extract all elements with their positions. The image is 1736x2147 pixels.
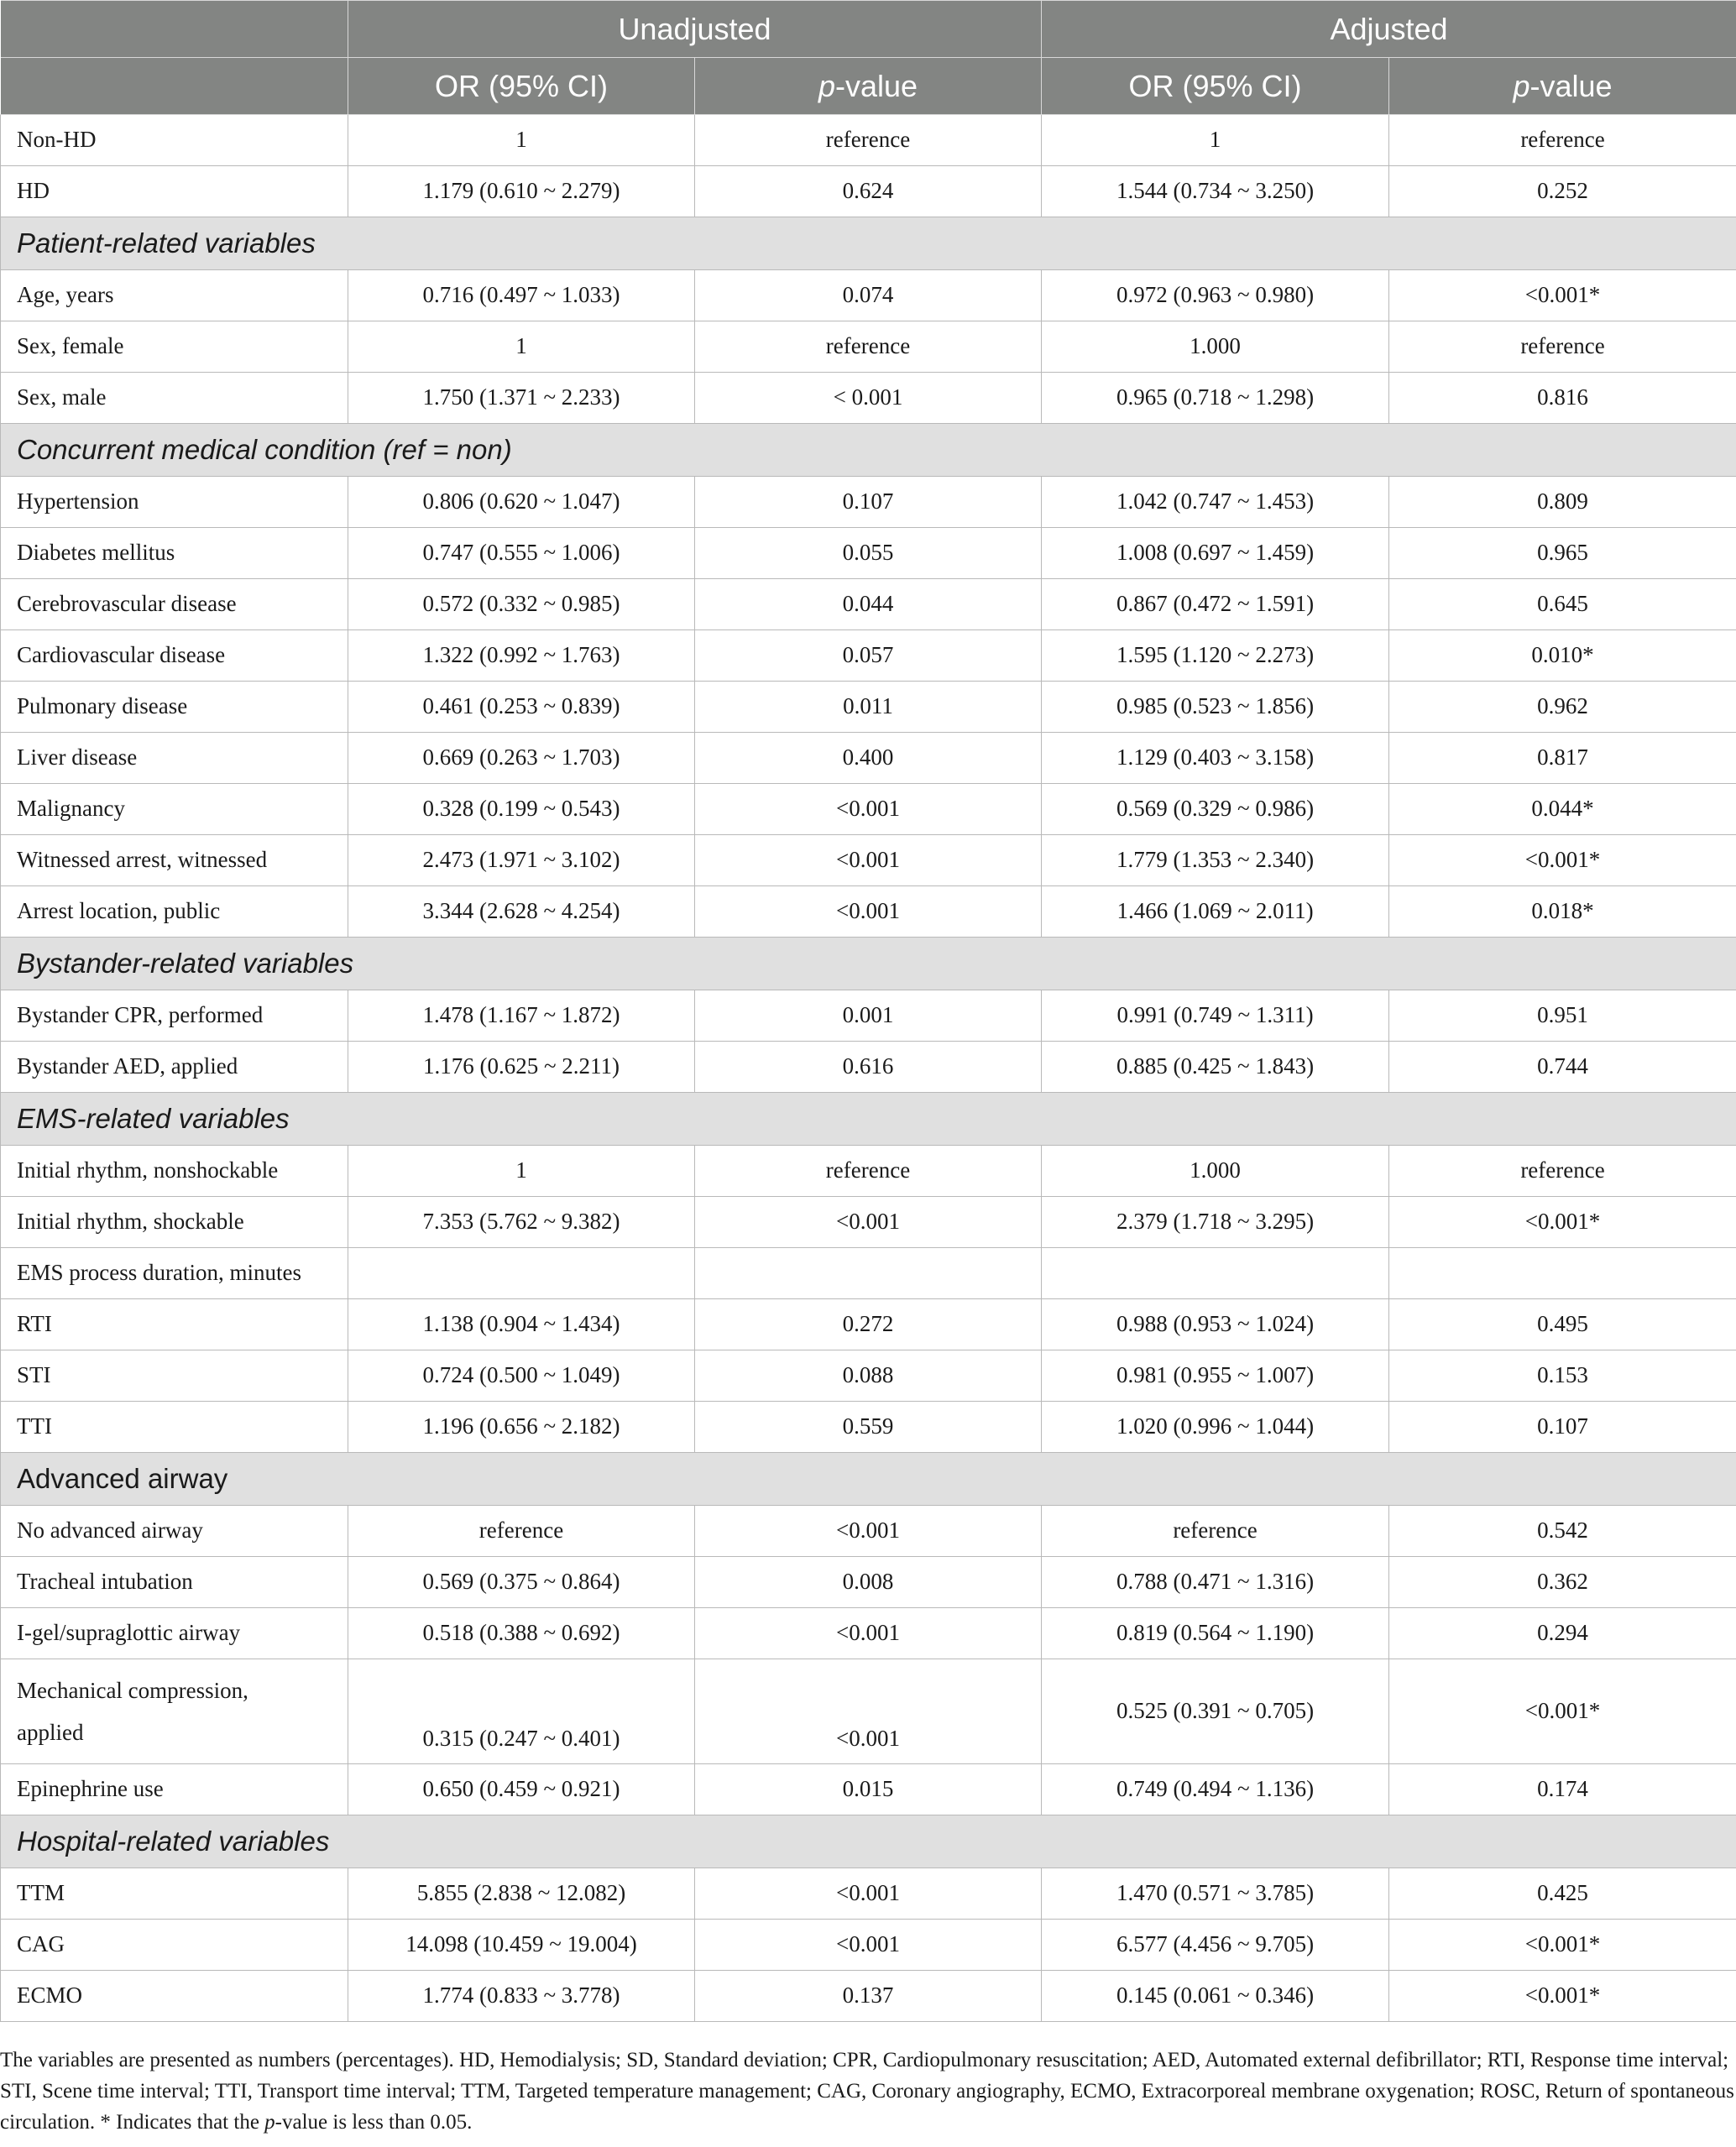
unadjusted-or-cell: 3.344 (2.628 ~ 4.254) [348,886,695,938]
table-row [1,682,1736,733]
adjusted-p-cell: reference [1389,115,1736,166]
section-header-row [1,1815,1736,1868]
section-header-row [1,938,1736,990]
unadjusted-or-cell: 1.138 (0.904 ~ 1.434) [348,1299,695,1350]
header-blank-cell [1,58,348,115]
unadjusted-or-cell: 1.196 (0.656 ~ 2.182) [348,1402,695,1453]
header-unadjusted-p [695,58,1042,115]
row-label: Initial rhythm, nonshockable [1,1146,348,1197]
adjusted-or-cell: 1.008 (0.697 ~ 1.459) [1042,528,1389,579]
unadjusted-p-cell: 0.624 [695,166,1042,217]
header-adjusted-or: OR (95% CI) [1042,58,1389,115]
unadjusted-or-cell: 0.518 (0.388 ~ 0.692) [348,1608,695,1659]
table-row [1,1506,1736,1557]
section-label: Concurrent medical condition (ref = non) [1,424,1736,477]
unadjusted-p-cell: reference [695,115,1042,166]
unadjusted-p-cell: 0.057 [695,630,1042,682]
unadjusted-or-cell: 0.569 (0.375 ~ 0.864) [348,1557,695,1608]
adjusted-p-cell: reference [1389,1146,1736,1197]
row-label: Bystander AED, applied [1,1042,348,1093]
adjusted-p-cell: <0.001* [1389,270,1736,321]
adjusted-p-cell: 0.951 [1389,990,1736,1042]
table-row [1,886,1736,938]
unadjusted-or-cell: 1 [348,115,695,166]
row-label: EMS process duration, minutes [1,1248,348,1299]
table-row [1,1146,1736,1197]
table-row [1,115,1736,166]
adjusted-p-cell: 0.107 [1389,1402,1736,1453]
p-italic: p [1513,68,1530,103]
adjusted-or-cell: 0.981 (0.955 ~ 1.007) [1042,1350,1389,1402]
row-label [1,1659,348,1764]
adjusted-p-cell: 0.542 [1389,1506,1736,1557]
adjusted-p-cell: 0.816 [1389,373,1736,424]
section-header-row [1,1453,1736,1506]
adjusted-or-cell: reference [1042,1506,1389,1557]
table-row [1,1042,1736,1093]
unadjusted-or-cell: 1.478 (1.167 ~ 1.872) [348,990,695,1042]
header-unadjusted-or: OR (95% CI) [348,58,695,115]
adjusted-p-cell: 0.744 [1389,1042,1736,1093]
row-label: No advanced airway [1,1506,348,1557]
adjusted-or-cell: 0.885 (0.425 ~ 1.843) [1042,1042,1389,1093]
unadjusted-p-cell: 0.137 [695,1971,1042,2022]
adjusted-or-cell: 0.972 (0.963 ~ 0.980) [1042,270,1389,321]
row-label: Sex, female [1,321,348,373]
adjusted-p-cell: <0.001* [1389,1197,1736,1248]
adjusted-p-cell: 0.817 [1389,733,1736,784]
table-row [1,477,1736,528]
adjusted-or-cell: 1.470 (0.571 ~ 3.785) [1042,1868,1389,1920]
row-label: Witnessed arrest, witnessed [1,835,348,886]
adjusted-or-cell: 1.779 (1.353 ~ 2.340) [1042,835,1389,886]
unadjusted-or-cell: 1.176 (0.625 ~ 2.211) [348,1042,695,1093]
table-row [1,166,1736,217]
row-label: CAG [1,1920,348,1971]
header-adjusted: Adjusted [1042,1,1736,58]
adjusted-or-cell: 0.525 (0.391 ~ 0.705) [1042,1659,1389,1764]
unadjusted-or-cell: 0.806 (0.620 ~ 1.047) [348,477,695,528]
row-label: HD [1,166,348,217]
table-row [1,1608,1736,1659]
unadjusted-p-cell: 0.074 [695,270,1042,321]
adjusted-or-cell: 1.129 (0.403 ~ 3.158) [1042,733,1389,784]
unadjusted-p-cell: 0.015 [695,1764,1042,1815]
row-label: TTI [1,1402,348,1453]
table-row [1,1868,1736,1920]
adjusted-or-cell: 0.749 (0.494 ~ 1.136) [1042,1764,1389,1815]
unadjusted-or-cell: 14.098 (10.459 ~ 19.004) [348,1920,695,1971]
footnote-p-italic: p [264,2111,275,2134]
row-label: ECMO [1,1971,348,2022]
row-label: STI [1,1350,348,1402]
unadjusted-p-cell: 0.001 [695,990,1042,1042]
table-row [1,1971,1736,2022]
unadjusted-or-cell: 5.855 (2.838 ~ 12.082) [348,1868,695,1920]
section-label: EMS-related variables [1,1093,1736,1146]
unadjusted-p-cell: 0.272 [695,1299,1042,1350]
header-unadjusted: Unadjusted [348,1,1042,58]
row-label: Malignancy [1,784,348,835]
row-label: Liver disease [1,733,348,784]
unadjusted-or-cell: 0.747 (0.555 ~ 1.006) [348,528,695,579]
adjusted-or-cell: 0.985 (0.523 ~ 1.856) [1042,682,1389,733]
table-row [1,1197,1736,1248]
adjusted-or-cell: 1.595 (1.120 ~ 2.273) [1042,630,1389,682]
table-row [1,1350,1736,1402]
unadjusted-p-cell: reference [695,1146,1042,1197]
unadjusted-p-cell: 0.011 [695,682,1042,733]
unadjusted-p-cell: 0.088 [695,1350,1042,1402]
adjusted-or-cell: 0.867 (0.472 ~ 1.591) [1042,579,1389,630]
unadjusted-or-cell: 0.669 (0.263 ~ 1.703) [348,733,695,784]
row-label: Bystander CPR, performed [1,990,348,1042]
adjusted-p-cell: <0.001* [1389,1971,1736,2022]
adjusted-p-cell: <0.001* [1389,835,1736,886]
unadjusted-p-cell: 0.559 [695,1402,1042,1453]
adjusted-p-cell: <0.001* [1389,1659,1736,1764]
table-row [1,1557,1736,1608]
header-adjusted-p [1389,58,1736,115]
unadjusted-p-cell: <0.001 [695,1608,1042,1659]
unadjusted-or-cell: reference [348,1506,695,1557]
row-label: Cardiovascular disease [1,630,348,682]
unadjusted-p-cell: <0.001 [695,835,1042,886]
table-footnote [0,2045,1734,2138]
row-label: I-gel/supraglottic airway [1,1608,348,1659]
adjusted-or-cell: 1.020 (0.996 ~ 1.044) [1042,1402,1389,1453]
adjusted-or-cell: 0.965 (0.718 ~ 1.298) [1042,373,1389,424]
adjusted-p-cell: 0.962 [1389,682,1736,733]
table-row [1,733,1736,784]
table-row [1,990,1736,1042]
footnote-text: The variables are presented as numbers (percentages). HD, Hemodialysis; SD, Standard deviation; CPR, Cardiopulmonary resuscitation; AED, Automated external defibrillator; RTI, Response time interval; STI, Scene time interval; TTI, Transport time interval; TTM, Targeted temperature management; CAG, Coronary angiography, ECMO, Extracorporeal membrane oxygenation; ROSC, Return of spontaneous circulation. * Indicates that the [0,2049,1734,2134]
unadjusted-p-cell [695,1248,1042,1299]
table-row [1,1299,1736,1350]
adjusted-or-cell [1042,1248,1389,1299]
unadjusted-or-cell: 1 [348,1146,695,1197]
section-label: Advanced airway [1,1453,1736,1506]
row-label: TTM [1,1868,348,1920]
section-header-row [1,424,1736,477]
adjusted-p-cell: 0.174 [1389,1764,1736,1815]
p-italic: p [818,68,835,103]
table-header [1,1,1736,115]
adjusted-or-cell: 1 [1042,115,1389,166]
adjusted-p-cell: 0.252 [1389,166,1736,217]
table-row [1,579,1736,630]
row-label: Tracheal intubation [1,1557,348,1608]
row-label: Cerebrovascular disease [1,579,348,630]
adjusted-or-cell: 2.379 (1.718 ~ 3.295) [1042,1197,1389,1248]
unadjusted-or-cell: 1.179 (0.610 ~ 2.279) [348,166,695,217]
adjusted-or-cell: 0.145 (0.061 ~ 0.346) [1042,1971,1389,2022]
table-body [1,115,1736,2022]
unadjusted-or-cell: 7.353 (5.762 ~ 9.382) [348,1197,695,1248]
unadjusted-or-cell: 1.750 (1.371 ~ 2.233) [348,373,695,424]
table-row [1,784,1736,835]
adjusted-p-cell: 0.010* [1389,630,1736,682]
unadjusted-p-cell: <0.001 [695,886,1042,938]
adjusted-p-cell: 0.809 [1389,477,1736,528]
unadjusted-p-cell: 0.044 [695,579,1042,630]
adjusted-or-cell: 1.544 (0.734 ~ 3.250) [1042,166,1389,217]
unadjusted-p-cell: < 0.001 [695,373,1042,424]
unadjusted-p-cell: <0.001 [695,1197,1042,1248]
unadjusted-p-cell: 0.055 [695,528,1042,579]
row-label-line: applied [17,1720,84,1745]
adjusted-or-cell: 1.042 (0.747 ~ 1.453) [1042,477,1389,528]
adjusted-or-cell: 1.000 [1042,321,1389,373]
unadjusted-p-cell: 0.616 [695,1042,1042,1093]
unadjusted-or-cell: 0.572 (0.332 ~ 0.985) [348,579,695,630]
adjusted-or-cell: 0.988 (0.953 ~ 1.024) [1042,1299,1389,1350]
row-label: Diabetes mellitus [1,528,348,579]
row-label: Initial rhythm, shockable [1,1197,348,1248]
unadjusted-p-cell: <0.001 [695,784,1042,835]
unadjusted-or-cell: 0.724 (0.500 ~ 1.049) [348,1350,695,1402]
unadjusted-or-cell: 1 [348,321,695,373]
p-suffix: -value [1529,68,1613,103]
row-label: Epinephrine use [1,1764,348,1815]
unadjusted-p-cell: <0.001 [695,1868,1042,1920]
adjusted-p-cell: 0.362 [1389,1557,1736,1608]
unadjusted-or-cell: 1.774 (0.833 ~ 3.778) [348,1971,695,2022]
adjusted-p-cell: 0.044* [1389,784,1736,835]
header-blank-cell [1,1,348,58]
section-label: Hospital-related variables [1,1815,1736,1868]
adjusted-p-cell: 0.965 [1389,528,1736,579]
unadjusted-p-cell: 0.400 [695,733,1042,784]
adjusted-or-cell: 1.466 (1.069 ~ 2.011) [1042,886,1389,938]
table-row [1,1402,1736,1453]
unadjusted-or-cell: 0.461 (0.253 ~ 0.839) [348,682,695,733]
row-label: Arrest location, public [1,886,348,938]
table-row [1,835,1736,886]
unadjusted-or-cell [348,1248,695,1299]
table-row [1,1764,1736,1815]
unadjusted-or-cell: 2.473 (1.971 ~ 3.102) [348,835,695,886]
section-label: Patient-related variables [1,217,1736,270]
unadjusted-or-cell: 0.315 (0.247 ~ 0.401) [348,1659,695,1764]
table-row [1,321,1736,373]
adjusted-or-cell: 1.000 [1042,1146,1389,1197]
row-label: Non-HD [1,115,348,166]
footnote-text-end: -value is less than 0.05. [275,2111,473,2134]
unadjusted-p-cell: <0.001 [695,1506,1042,1557]
table-row [1,1920,1736,1971]
adjusted-p-cell [1389,1248,1736,1299]
adjusted-or-cell: 6.577 (4.456 ~ 9.705) [1042,1920,1389,1971]
table-row [1,630,1736,682]
adjusted-p-cell: 0.645 [1389,579,1736,630]
unadjusted-or-cell: 0.716 (0.497 ~ 1.033) [348,270,695,321]
unadjusted-p-cell: reference [695,321,1042,373]
p-suffix: -value [834,68,918,103]
adjusted-p-cell: reference [1389,321,1736,373]
table-row [1,528,1736,579]
section-header-row [1,1093,1736,1146]
table-row [1,373,1736,424]
adjusted-or-cell: 0.569 (0.329 ~ 0.986) [1042,784,1389,835]
unadjusted-or-cell: 0.650 (0.459 ~ 0.921) [348,1764,695,1815]
table-row [1,1248,1736,1299]
unadjusted-or-cell: 1.322 (0.992 ~ 1.763) [348,630,695,682]
adjusted-or-cell: 0.991 (0.749 ~ 1.311) [1042,990,1389,1042]
row-label: Hypertension [1,477,348,528]
unadjusted-p-cell: 0.107 [695,477,1042,528]
unadjusted-or-cell: 0.328 (0.199 ~ 0.543) [348,784,695,835]
row-label: Sex, male [1,373,348,424]
adjusted-p-cell: 0.425 [1389,1868,1736,1920]
row-label-line: Mechanical compression, [17,1678,248,1703]
table-row [1,1659,1736,1764]
row-label: Age, years [1,270,348,321]
row-label: Pulmonary disease [1,682,348,733]
adjusted-p-cell: 0.153 [1389,1350,1736,1402]
table-row [1,270,1736,321]
adjusted-or-cell: 0.819 (0.564 ~ 1.190) [1042,1608,1389,1659]
adjusted-p-cell: 0.294 [1389,1608,1736,1659]
adjusted-or-cell: 0.788 (0.471 ~ 1.316) [1042,1557,1389,1608]
section-header-row [1,217,1736,270]
section-label: Bystander-related variables [1,938,1736,990]
row-label: RTI [1,1299,348,1350]
unadjusted-p-cell: <0.001 [695,1659,1042,1764]
adjusted-p-cell: 0.018* [1389,886,1736,938]
adjusted-p-cell: 0.495 [1389,1299,1736,1350]
unadjusted-p-cell: <0.001 [695,1920,1042,1971]
unadjusted-p-cell: 0.008 [695,1557,1042,1608]
adjusted-p-cell: <0.001* [1389,1920,1736,1971]
